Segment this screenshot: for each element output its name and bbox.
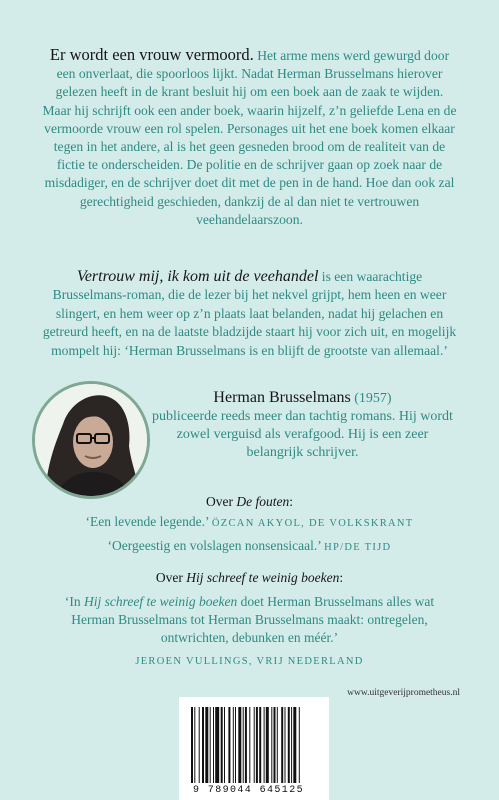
barcode-bar bbox=[194, 707, 195, 783]
barcode-bar bbox=[281, 707, 283, 783]
review1-colon: : bbox=[289, 494, 293, 509]
review2-colon: : bbox=[339, 570, 344, 585]
author-photo bbox=[35, 384, 147, 496]
barcode-bar bbox=[238, 707, 241, 783]
barcode-bar bbox=[191, 707, 193, 783]
author-portrait bbox=[32, 381, 150, 499]
novel-body: is een waarachtige Brusselmans-roman, die de lezer bij het nekvel grijpt, hem heen en weer slingert, en hem weer op z’n plaats laat belanden, nadat hij gelachen en getreurd heeft, en na de laatste bladzijde staart hij voor zich uit, en mogelijk mompelt hij: ‘Herman Brusselmans is en blijft de grootste van allemaal.’ bbox=[42, 269, 457, 358]
barcode bbox=[179, 697, 329, 800]
quote-pre: ‘In bbox=[64, 594, 81, 609]
author-bio-text: publiceerde reeds meer dan tachtig romans. Hij wordt zowel verguisd als verafgood. Hij is een zeer belangrijk schrijver. bbox=[152, 409, 453, 460]
barcode-bar bbox=[215, 707, 219, 783]
barcode-bar bbox=[285, 707, 286, 783]
barcode-bar bbox=[210, 707, 211, 783]
author-name: Herman Brusselmans bbox=[213, 389, 351, 406]
review-heading-hij-schreef bbox=[0, 570, 499, 586]
barcode-bar bbox=[235, 707, 236, 783]
barcode-bar bbox=[288, 707, 290, 783]
novel-title: Vertrouw mij, ik kom uit de veehandel bbox=[76, 268, 319, 285]
barcode-bar bbox=[221, 707, 223, 783]
barcode-bar bbox=[293, 707, 296, 783]
author-bio bbox=[150, 389, 455, 462]
barcode-bar bbox=[228, 707, 230, 783]
review1-quote-2 bbox=[0, 537, 499, 557]
barcode-bar bbox=[249, 707, 250, 783]
quote-source: ÖZCAN AKYOL, DE VOLKSKRANT bbox=[211, 518, 414, 529]
barcode-bar bbox=[205, 707, 208, 783]
barcode-bar bbox=[213, 707, 214, 783]
barcode-bar bbox=[202, 707, 204, 783]
publisher-url[interactable]: www.uitgeverijprometheus.nl bbox=[347, 688, 460, 698]
author-year: (1957) bbox=[354, 391, 392, 406]
review-heading-de-fouten bbox=[0, 494, 499, 510]
barcode-bar bbox=[291, 707, 292, 783]
review1-over: Over bbox=[205, 494, 233, 509]
barcode-bar bbox=[224, 707, 225, 783]
review2-quote bbox=[45, 593, 454, 647]
barcode-bar bbox=[199, 707, 200, 783]
quote-source: HP/DE TIJD bbox=[324, 542, 392, 553]
blurb-lead: Er wordt een vrouw vermoord. bbox=[49, 45, 254, 64]
barcode-bar bbox=[271, 707, 272, 783]
blurb-paragraph bbox=[40, 46, 459, 229]
review1-quote-1 bbox=[0, 513, 499, 533]
barcode-bars bbox=[189, 707, 319, 787]
blurb-body: Het arme mens werd gewurgd door een onverlaat, die spoorloos lijkt. Nadat Herman Brusselmans hierover gelezen heeft in de krant besluit hij om een boek aan de zaak te wijden. Maar hij schrijft ook een ander boek, waarin hijzelf, z’n geliefde Lena en de vermoorde vrouw een rol spelen. Personages uit het ene boek komen elkaar tegen in het andere, al is het geen gesneden brood om de realiteit van de fictie te onderscheiden. De politie en de schrijver gaan op zoek naar de misdadiger, en de schrijver doet dit met de pen in de hand. Hoe dan ook zal gerechtigheid geschieden, dankzij de al dan niet te vertrouwen veehandelaarszoon. bbox=[42, 48, 457, 227]
isbn-number: 9 789044 645125 bbox=[193, 785, 305, 796]
novel-paragraph bbox=[40, 268, 459, 360]
barcode-bar bbox=[245, 707, 247, 783]
barcode-bar bbox=[259, 707, 261, 783]
review2-title: Hij schreef te weinig boeken bbox=[186, 570, 340, 585]
review1-title: De fouten bbox=[236, 494, 290, 509]
barcode-bar bbox=[274, 707, 276, 783]
quote-post: doet Herman Brusselmans alles wat Herman Brusselmans tot Herman Brusselmans maakt: ontregelen, ontwrichten, debunken en méér.’ bbox=[71, 594, 435, 645]
barcode-bar bbox=[233, 707, 234, 783]
barcode-bar bbox=[254, 707, 255, 783]
barcode-bar bbox=[277, 707, 278, 783]
barcode-bar bbox=[299, 707, 300, 783]
barcode-bar bbox=[266, 707, 269, 783]
review2-source-line bbox=[0, 651, 499, 671]
quote-text: ‘Oergeestig en volslagen nonsensicaal.’ bbox=[107, 538, 321, 553]
quote-source: JEROEN VULLINGS, VRIJ NEDERLAND bbox=[135, 656, 364, 667]
barcode-bar bbox=[264, 707, 265, 783]
barcode-bar bbox=[256, 707, 258, 783]
quote-text: ‘Een levende legende.’ bbox=[85, 514, 209, 529]
barcode-bar bbox=[243, 707, 244, 783]
quote-title: Hij schreef te weinig boeken bbox=[84, 594, 238, 609]
review2-over: Over bbox=[155, 570, 183, 585]
